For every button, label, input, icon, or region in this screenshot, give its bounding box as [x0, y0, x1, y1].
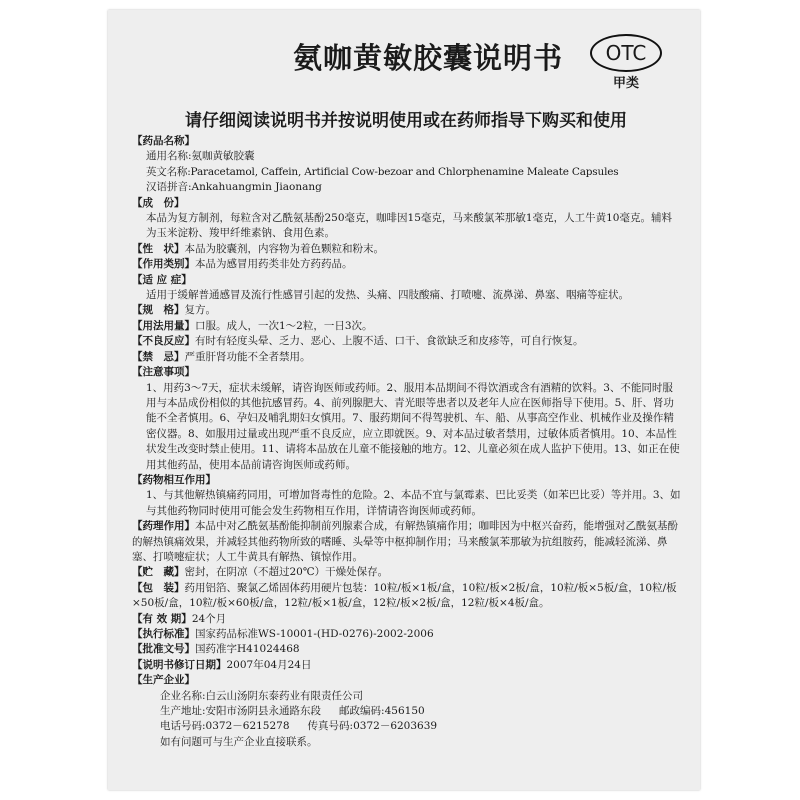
section-approval: [132, 642, 682, 657]
section-drug-name: [132, 134, 682, 149]
section-pharmacology: [132, 519, 682, 565]
section-packaging: [132, 581, 682, 612]
section-label: 【成 份】: [132, 196, 185, 209]
composition-text: 本品为复方制剂，每粒含对乙酰氨基酚250毫克，咖啡因15毫克，马来酸氯苯那敏1毫克，人工牛黄10毫克。辅料为玉米淀粉、羧甲纤维素钠、食用色素。: [146, 212, 672, 240]
leaflet-sheet: [108, 10, 700, 790]
precautions-text: 1、用药3～7天，症状未缓解，请咨询医师或药师。2、服用本品期间不得饮酒或含有酒精的饮料。3、不能同时服用与本品成份相似的其他抗感冒药。4、前列腺肥大、青光眼等患者以及老年人应在医师指导下使用。5、肝、肾功能不全者慎用。6、孕妇及哺乳期妇女慎用。7、服药期间不得驾驶机、车、船、从事高空作业、机械作业及操作精密仪器。8、如服用过量或出现严重不良反应，应立即就医。9、对本品过敏者禁用，过敏体质者慎用。10、本品性状发生改变时禁止使用。11、请将本品放在儿童不能接触的地方。12、儿童必须在成人监护下使用。13、如正在使用其他药品，使用本品前请咨询医师或药师。: [146, 381, 680, 471]
section-text: 口服。成人，一次1～2粒，一日3次。: [195, 319, 373, 332]
section-label: 【说明书修订日期】: [132, 658, 227, 671]
section-label: 【生产企业】: [132, 674, 195, 687]
section-text: 国药准字H41024468: [195, 643, 300, 656]
section-label: 【规 格】: [132, 304, 185, 317]
section-label: 【药理作用】: [132, 520, 195, 533]
section-usage: [132, 319, 682, 334]
section-label: 【适 应 症】: [132, 273, 192, 286]
section-label: 【作用类别】: [132, 258, 195, 271]
section-label: 【执行标准】: [132, 628, 195, 640]
section-text: 本品中对乙酰氨基酚能抑制前列腺素合成，有解热镇痛作用；咖啡因为中枢兴奋药，能增强对乙酰氨基酚的解热镇痛效果，并减轻其他药物所致的嗜睡、头晕等中枢抑制作用；马来酸氯苯那敏为抗组胺药，能减轻流涕、鼻塞、打喷嚏症状；人工牛黄具有解热、镇惊作用。: [132, 520, 678, 563]
section-text: 复方。: [184, 304, 216, 317]
otc-category: 甲类: [612, 76, 639, 91]
section-label: 【不良反应】: [132, 335, 195, 348]
section-precautions: [132, 365, 682, 380]
section-label: 【用法用量】: [132, 319, 195, 332]
section-storage: [132, 565, 682, 580]
section-composition: [132, 196, 682, 211]
contact-note: 如有问题可与生产企业直接联系。: [160, 735, 318, 748]
section-standard: [132, 627, 682, 642]
field-value: 氨咖黄敏胶囊: [191, 150, 255, 163]
field-label: 企业名称:: [160, 689, 206, 702]
otc-badge: OTC: [590, 34, 662, 72]
section-properties: [132, 242, 682, 257]
section-text: 2007年04月24日: [226, 658, 312, 671]
section-text: 本品为感冒用药类非处方药药品。: [195, 258, 353, 271]
section-label: 【药品名称】: [132, 135, 195, 147]
field-label: 传真号码:: [307, 720, 354, 733]
field-label: 电话号码:: [160, 720, 206, 733]
section-revision: [132, 658, 682, 673]
field-value: 白云山汤阴东泰药业有限责任公司: [205, 689, 364, 702]
field-label: 邮政编码:: [339, 705, 385, 718]
section-text: 国家药品标准WS-10001-(HD-0276)-2002-2006: [195, 628, 434, 640]
section-label: 【药物相互作用】: [132, 473, 216, 486]
field-value: 0372－6215278: [205, 720, 290, 733]
document-subtitle: 请仔细阅读说明书并按说明使用或在药师指导下购买和使用: [185, 111, 627, 131]
indications-text: 适用于缓解普通感冒及流行性感冒引起的发热、头痛、四肢酸痛、打喷嚏、流鼻涕、鼻塞、咽痛等症状。: [146, 289, 629, 302]
generic-name-row: [132, 149, 682, 164]
section-label: 【批准文号】: [132, 643, 195, 656]
section-validity: [132, 612, 682, 627]
section-label: 【有 效 期】: [132, 612, 192, 625]
field-label: 生产地址:: [160, 705, 206, 718]
company-name-row: [132, 689, 682, 704]
section-label: 【禁 忌】: [132, 350, 185, 363]
address-row: [132, 704, 682, 719]
section-label: 【贮 藏】: [132, 566, 185, 579]
leaflet-content: [132, 134, 682, 750]
pinyin-row: [132, 180, 682, 195]
field-label: 通用名称:: [146, 150, 192, 163]
field-value: 0372－6203639: [353, 720, 438, 733]
document-title: 氨咖黄敏胶囊说明书: [292, 41, 563, 75]
section-text: 药用铝箔、聚氯乙烯固体药用硬片包装：10粒/板×1板/盒，10粒/板×2板/盒，10粒/板×5板/盒，10粒/板×50板/盒，10粒/板×60板/盒，12粒/板×1板/盒，12粒/板×2板/盒，12粒/板×4板/盒。: [132, 581, 677, 610]
section-indications: [132, 273, 682, 288]
field-value: 安阳市汤阴县永通路东段: [205, 705, 322, 718]
section-text: 本品为胶囊剂，内容物为着色颗粒和粉末。: [184, 242, 384, 255]
phone-row: [132, 719, 682, 734]
field-label: 汉语拼音:: [146, 181, 192, 194]
english-name-row: [132, 165, 682, 180]
field-value: Ankahuangmin Jiaonang: [191, 181, 322, 194]
section-label: 【注意事项】: [132, 366, 195, 379]
section-contraindications: [132, 350, 682, 365]
section-label: 【包 装】: [132, 581, 185, 594]
section-spec: [132, 303, 682, 318]
field-value: 456150: [384, 705, 425, 718]
section-manufacturer: [132, 673, 682, 688]
field-label: 英文名称:: [146, 165, 191, 178]
section-label: 【性 状】: [132, 242, 185, 255]
section-text: 有时有轻度头晕、乏力、恶心、上腹不适、口干、食欲缺乏和皮疹等，可自行恢复。: [195, 335, 584, 348]
interactions-text: 1、与其他解热镇痛药同用，可增加肾毒性的危险。2、本品不宜与氯霉素、巴比妥类（如苯巴比妥）等并用。3、如与其他药物同时使用可能会发生药物相互作用，详情请咨询医师或药师。: [146, 489, 681, 517]
section-adverse: [132, 334, 682, 349]
section-interactions: [132, 473, 682, 488]
section-text: 严重肝肾功能不全者禁用。: [184, 350, 311, 363]
section-text: 密封，在阴凉（不超过20℃）干燥处保存。: [184, 566, 389, 579]
field-value: Paracetamol, Caffein, Artificial Cow-bezoar and Chlorphenamine Maleate Capsules: [190, 165, 619, 178]
section-category: [132, 257, 682, 272]
section-text: 24个月: [191, 612, 227, 625]
